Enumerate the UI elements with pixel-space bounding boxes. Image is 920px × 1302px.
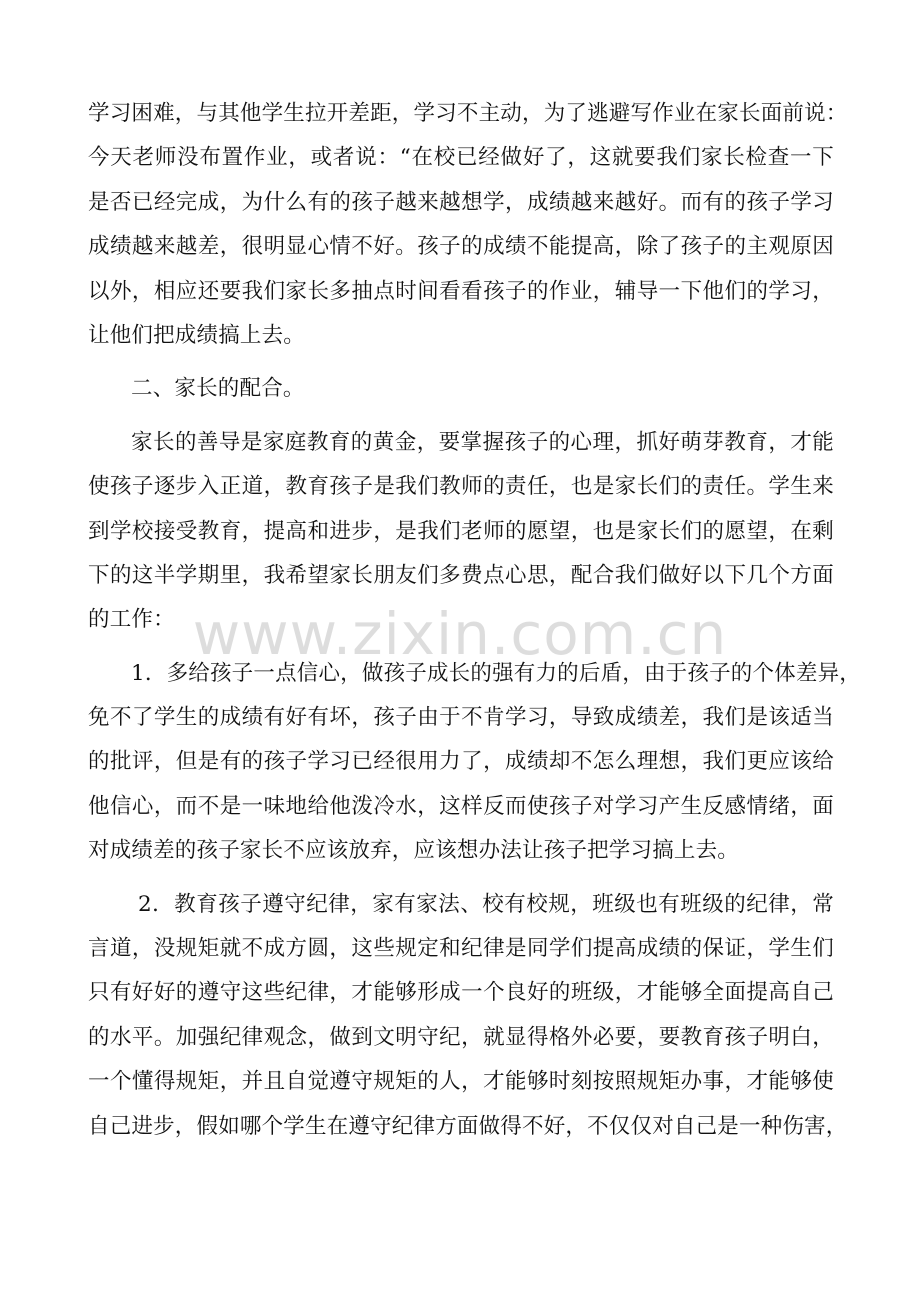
text-line: 今天老师没布置作业，或者说：“在校已经做好了，这就要我们家长检查一下 — [88, 145, 834, 171]
text-line: 下的这半学期里，我希望家长朋友们多费点心思，配合我们做好以下几个方面 — [88, 562, 834, 588]
watermark: www.zixin.com.cn — [192, 600, 728, 668]
text-line: 以外，相应还要我们家长多抽点时间看看孩子的作业，辅导一下他们的学习， — [88, 278, 834, 304]
text-line: 言道，没规矩就不成方圆，这些规定和纪律是同学们提高成绩的保证，学生们 — [88, 936, 834, 962]
text-line: 免不了学生的成绩有好有坏，孩子由于不肯学习，导致成绩差，我们是该适当 — [88, 705, 834, 731]
document-body — [88, 92, 861, 1149]
text-line: 成绩越来越差，很明显心情不好。孩子的成绩不能提高，除了孩子的主观原因 — [88, 234, 834, 260]
text-line: 只有好好的遵守这些纪律，才能够形成一个良好的班级，才能够全面提高自己 — [88, 980, 834, 1006]
text-line: 一个懂得规矩，并且自觉遵守规矩的人，才能够时刻按照规矩办事，才能够使 — [88, 1069, 834, 1095]
text-line: 的工作： — [88, 607, 175, 633]
text-line: 的批评，但是有的孩子学习已经很用力了，成绩却不怎么理想，我们更应该给 — [88, 749, 834, 775]
text-line: 他信心，而不是一味地给他泼冷水，这样反而使孩子对学习产生反感情绪，面 — [88, 793, 834, 819]
text-line: 的水平。加强纪律观念，做到文明守纪，就显得格外必要，要教育孩子明白， — [88, 1024, 834, 1050]
text-line: 自己进步，假如哪个学生在遵守纪律方面做得不好，不仅仅对自己是一种伤害， — [88, 1113, 848, 1139]
text-line: 1．多给孩子一点信心，做孩子成长的强有力的后盾，由于孩子的个体差异， — [131, 660, 861, 686]
text-line: 2．教育孩子遵守纪律，家有家法、校有校规，班级也有班级的纪律，常 — [138, 891, 834, 917]
text-line: 使孩子逐步入正道，教育孩子是我们教师的责任，也是家长们的责任。学生来 — [88, 474, 834, 500]
text-line: 家长的善导是家庭教育的黄金，要掌握孩子的心理，抓好萌芽教育，才能 — [131, 429, 834, 455]
text-line: 让他们把成绩搞上去。 — [88, 322, 306, 348]
text-line: 是否已经完成，为什么有的孩子越来越想学，成绩越来越好。而有的孩子学习 — [88, 189, 834, 215]
text-line: 学习困难，与其他学生拉开差距，学习不主动，为了逃避写作业在家长面前说： — [88, 101, 848, 126]
text-line: 对成绩差的孩子家长不应该放弃，应该想办法让孩子把学习搞上去。 — [88, 838, 740, 864]
text-line: 到学校接受教育，提高和进步，是我们老师的愿望，也是家长们的愿望，在剩 — [88, 518, 834, 544]
section-heading: 二、家长的配合。 — [131, 376, 305, 402]
